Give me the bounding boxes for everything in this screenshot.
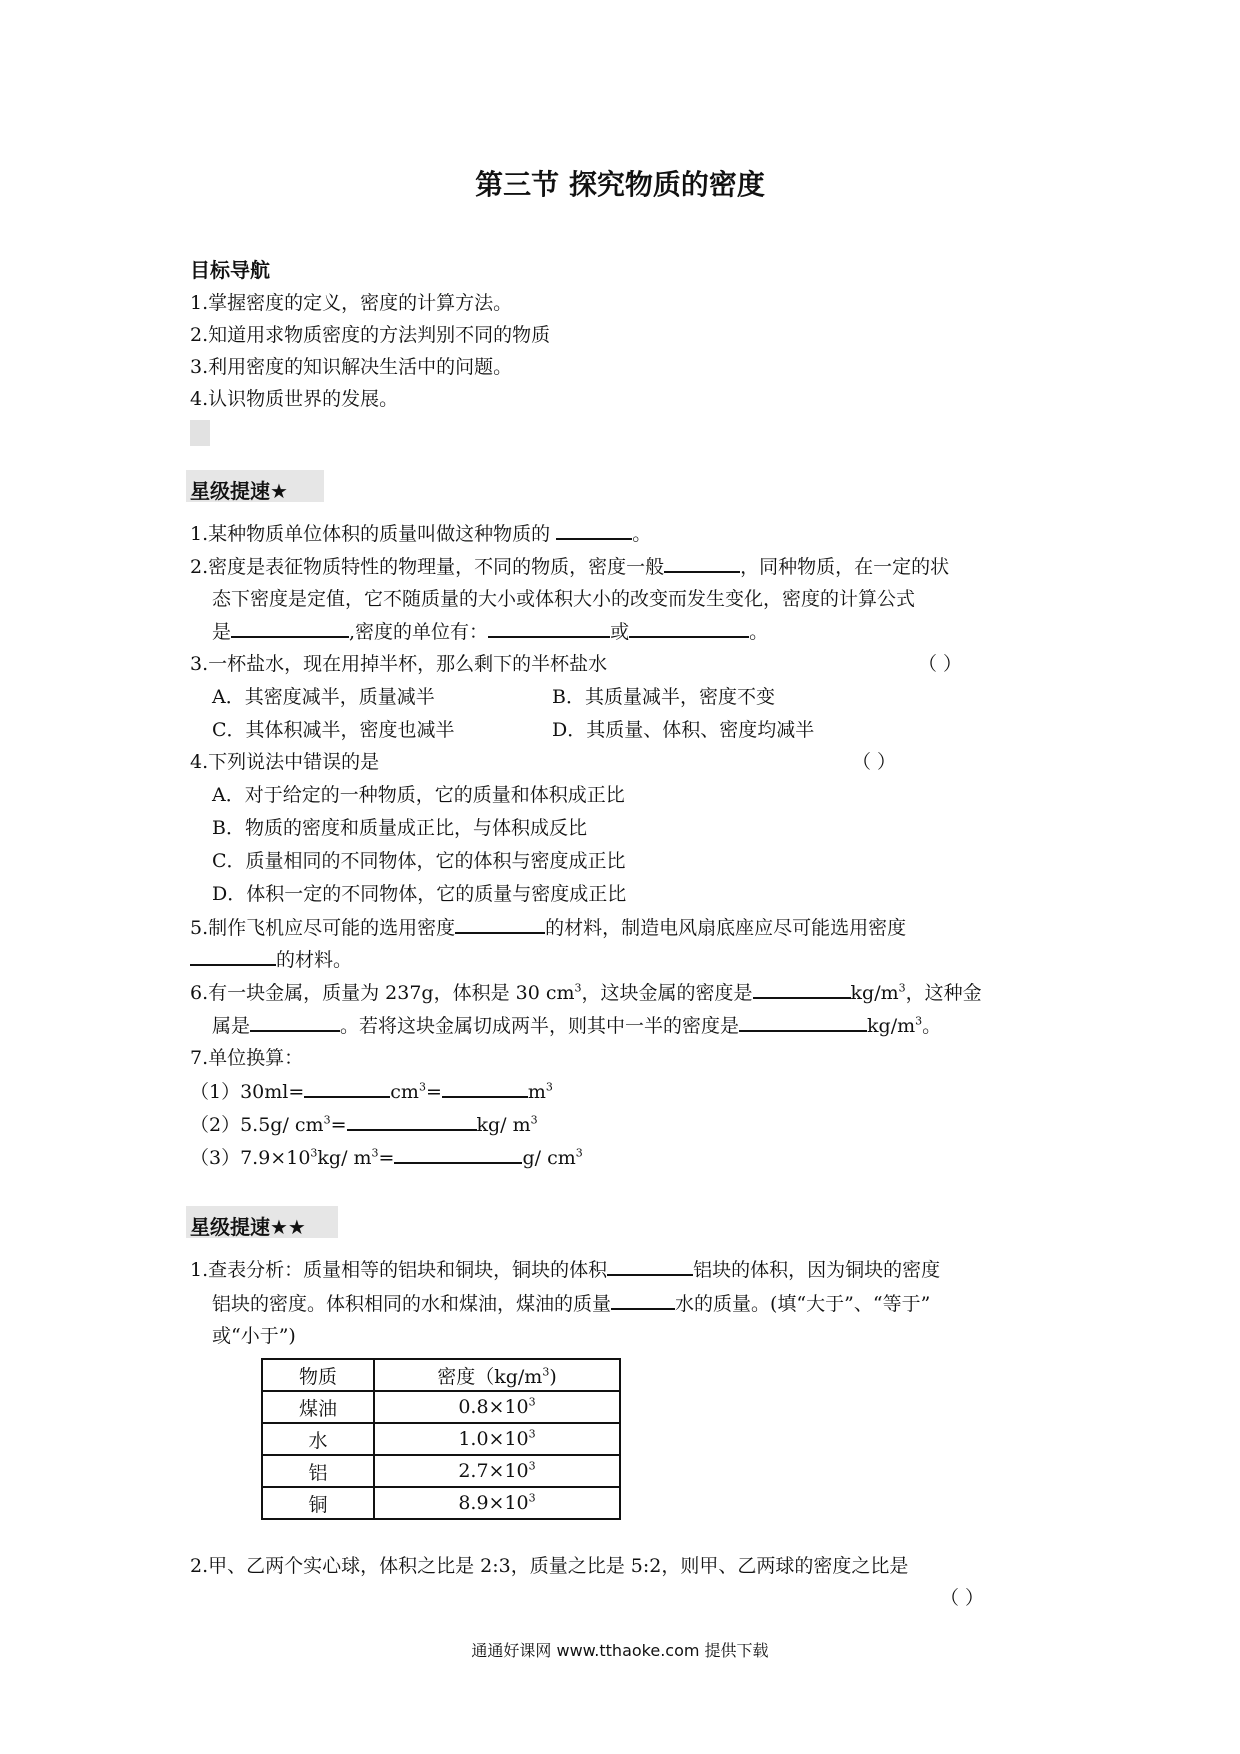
option-b: B．其质量减半，密度不变 [552,686,775,708]
table-cell: $0.8\times 10^3$ [374,1391,620,1423]
option-a: A．其密度减半，质量减半 [212,686,435,708]
option-c: C．质量相同的不同物体，它的体积与密度成正比 [212,850,626,872]
answer-blank[interactable] [455,912,545,934]
answer-blank[interactable] [556,518,632,540]
table-cell: 煤油 [262,1391,374,1423]
placeholder-box [190,420,210,446]
question-6-line2: 属是 。若将这块金属切成两半，则其中一半的密度是 $kg/m^3$。 [212,1010,941,1038]
answer-blank[interactable] [231,616,349,638]
s2-question-2-stem: 2.甲、乙两个实心球，体积之比是 2:3，质量之比是 5:2，则甲、乙两球的密度之比是 [190,1555,909,1577]
question-5-line2: 的材料。 [190,944,352,972]
option-d: D．其质量、体积、密度均减半 [552,719,815,741]
section1-heading: 星级提速★ [190,479,288,503]
goal-item: 1.掌握密度的定义，密度的计算方法。 [190,292,513,314]
section2-heading: 星级提速★★ [190,1215,306,1239]
question-1: 1.某种物质单位体积的质量叫做这种物质的 。 [190,518,651,546]
answer-paren[interactable]: （ ） [940,1587,985,1609]
table-cell: $2.7\times 10^3$ [374,1455,620,1487]
answer-blank[interactable] [611,1288,675,1310]
answer-blank[interactable] [664,551,740,573]
answer-blank[interactable] [190,944,276,966]
answer-blank[interactable] [304,1076,390,1098]
page-title: 第三节 探究物质的密度 [475,168,765,201]
question-5-line1: 5.制作飞机应尽可能的选用密度 的材料，制造电风扇底座应尽可能选用密度 [190,912,906,940]
table-row [262,1455,620,1487]
table-header-cell: 密度$(kg/m^3)$ [374,1359,620,1391]
goals-heading: 目标导航 [190,258,270,282]
goal-item: 4.认识物质世界的发展。 [190,388,399,410]
question-7-sub2: （2）5.5g/ $cm^3= kg/$ $m^3$ [190,1109,538,1137]
table-header-cell: 物质 [262,1359,374,1391]
option-a: A．对于给定的一种物质，它的质量和体积成正比 [212,784,625,806]
answer-blank[interactable] [442,1076,528,1098]
question-2-line3: 是 ,密度的单位有： 或 。 [212,616,768,644]
table-cell: $8.9\times 10^3$ [374,1487,620,1519]
goal-item: 2.知道用求物质密度的方法判别不同的物质 [190,324,551,346]
table-cell: $1.0\times 10^3$ [374,1423,620,1455]
question-7-stem: 7.单位换算： [190,1047,304,1069]
s2-question-1-line2: 铝块的密度。体积相同的水和煤油，煤油的质量 水的质量。(填“大于”、“等于” [212,1288,930,1316]
table-cell: 铜 [262,1487,374,1519]
question-4-stem: 4.下列说法中错误的是 [190,751,380,773]
option-c: C．其体积减半，密度也减半 [212,719,455,741]
s2-question-1-line3: 或“小于”) [212,1325,296,1347]
question-2-line2: 态下密度是定值，它不随质量的大小或体积大小的改变而发生变化，密度的计算公式 [212,588,916,610]
answer-blank[interactable] [607,1254,693,1276]
table-cell: 铝 [262,1455,374,1487]
answer-blank[interactable] [629,616,749,638]
goal-item: 3.利用密度的知识解决生活中的问题。 [190,356,513,378]
question-3-stem: 3.一杯盐水，现在用掉半杯，那么剩下的半杯盐水 [190,653,608,675]
question-6-line1: 6.有一块金属，质量为 237g，体积是 30 $cm^3$，这块金属的密度是 $kg/m^3$，这种金 [190,977,982,1005]
question-2-line1: 2.密度是表征物质特性的物理量，不同的物质，密度一般 ，同种物质，在一定的状 [190,551,949,579]
answer-paren[interactable]: （ ） [852,751,897,773]
table-row [262,1423,620,1455]
s2-question-1-line1: 1.查表分析：质量相等的铝块和铜块，铜块的体积 铝块的体积，因为铜块的密度 [190,1254,940,1282]
answer-blank[interactable] [250,1010,340,1032]
table-header-row [262,1359,620,1391]
density-table [261,1358,621,1520]
option-b: B．物质的密度和质量成正比，与体积成反比 [212,817,587,839]
footer: 通通好课网 www.tthaoke.com 提供下载 [471,1641,769,1660]
option-d: D．体积一定的不同物体，它的质量与密度成正比 [212,883,627,905]
answer-blank[interactable] [739,1010,867,1032]
answer-blank[interactable] [488,616,610,638]
answer-blank[interactable] [394,1142,522,1164]
table-cell: 水 [262,1423,374,1455]
table-row [262,1391,620,1423]
answer-blank[interactable] [347,1109,477,1131]
question-7-sub1: $(1)30ml= cm^3= m^3$ [190,1076,553,1104]
question-7-sub3: $(3)7.9\times 10^3kg/$ $m^3= g/$ $cm^3$ [190,1142,583,1170]
table-row [262,1487,620,1519]
answer-blank[interactable] [753,977,851,999]
answer-paren[interactable]: （ ） [918,653,963,675]
